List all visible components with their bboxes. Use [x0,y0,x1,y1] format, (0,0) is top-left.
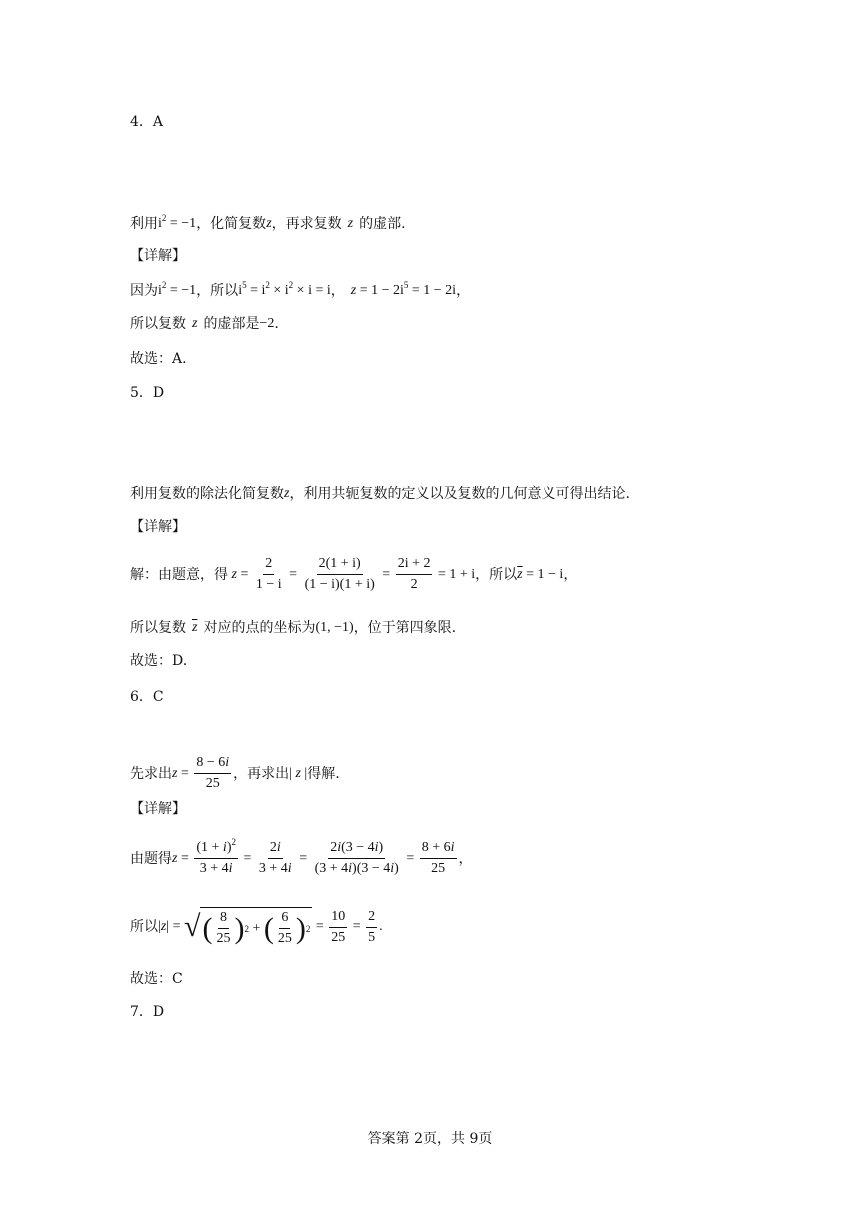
q4-label: 4．A [130,114,164,130]
q6-label: 6．C [130,689,164,705]
formula: $i^2 = -1$ [158,213,197,231]
q7-label: 7．D [130,1004,165,1020]
q6-answer: 故选：C [130,971,183,987]
q5-answer: 故选：D. [130,653,188,669]
q6-detail-line-1: 由题得 z = $\frac{(1 + i)^2}{3 + 4i}$ = $\frac{2i}{3 + 4i}$ = $\frac{2i(3 - 4i)}{(3 + 4i)(3 - 4i)}$ = $\frac{8 + 6i}{25}$ ， [130,837,473,876]
q6-analysis: 先求出 z = $\frac{8 - 6i}{25}$ ，再求出 | z | 得解. [130,755,340,791]
sqrt-expression: √ ( $\frac{8}{25}$ ) 2 + ( $\frac{6}{25}$ ) 2 [184,907,312,947]
q6-detail-header: 【详解】 [130,801,186,817]
q4-analysis: 利用 $i^2 = -1$ ，化简复数 z ，再求复数 z 的虚部. [130,213,406,232]
q4-detail-line-2: 所以复数 z 的虚部是 −2 . [130,316,279,332]
q4-detail-line-1: 因为 $i^2 = -1$ ，所以 $i^5 = i^2 \times i^2 \times i = i$ ， $z = 1 - 2i^5 = 1 - 2i$ ， [130,280,471,299]
page-footer: 答案第 2页，共 9页 [367,1131,493,1147]
q6-detail-line-2: 所以 |z| = √ ( $\frac{8}{25}$ ) 2 + ( $\frac{6}{25}$ ) 2 = $\frac{10}{25}$ = $\frac{2}{5}$ . [130,908,383,946]
q5-detail-header: 【详解】 [130,519,186,535]
q5-label: 5．D [130,385,165,401]
q4-detail-header: 【详解】 [130,248,186,264]
q5-detail-line-2: 所以复数 $\overline{z}$ 对应的点的坐标为 (1, −1) ，位于第四象限. [130,620,457,636]
q4-answer: 故选：A. [130,351,187,367]
q5-detail-line-1: 解：由题意，得 z = $\frac{2}{1 - i}$ = $\frac{2(1 + i)}{(1 - i)(1 + i)}$ = $\frac{2i + 2}{2}$ = 1 + i ，所以 $\overline{z} = 1 - i$ ， [130,556,578,592]
q5-analysis: 利用复数的除法化简复数 z ，利用共轭复数的定义以及复数的几何意义可得出结论. [130,486,630,502]
